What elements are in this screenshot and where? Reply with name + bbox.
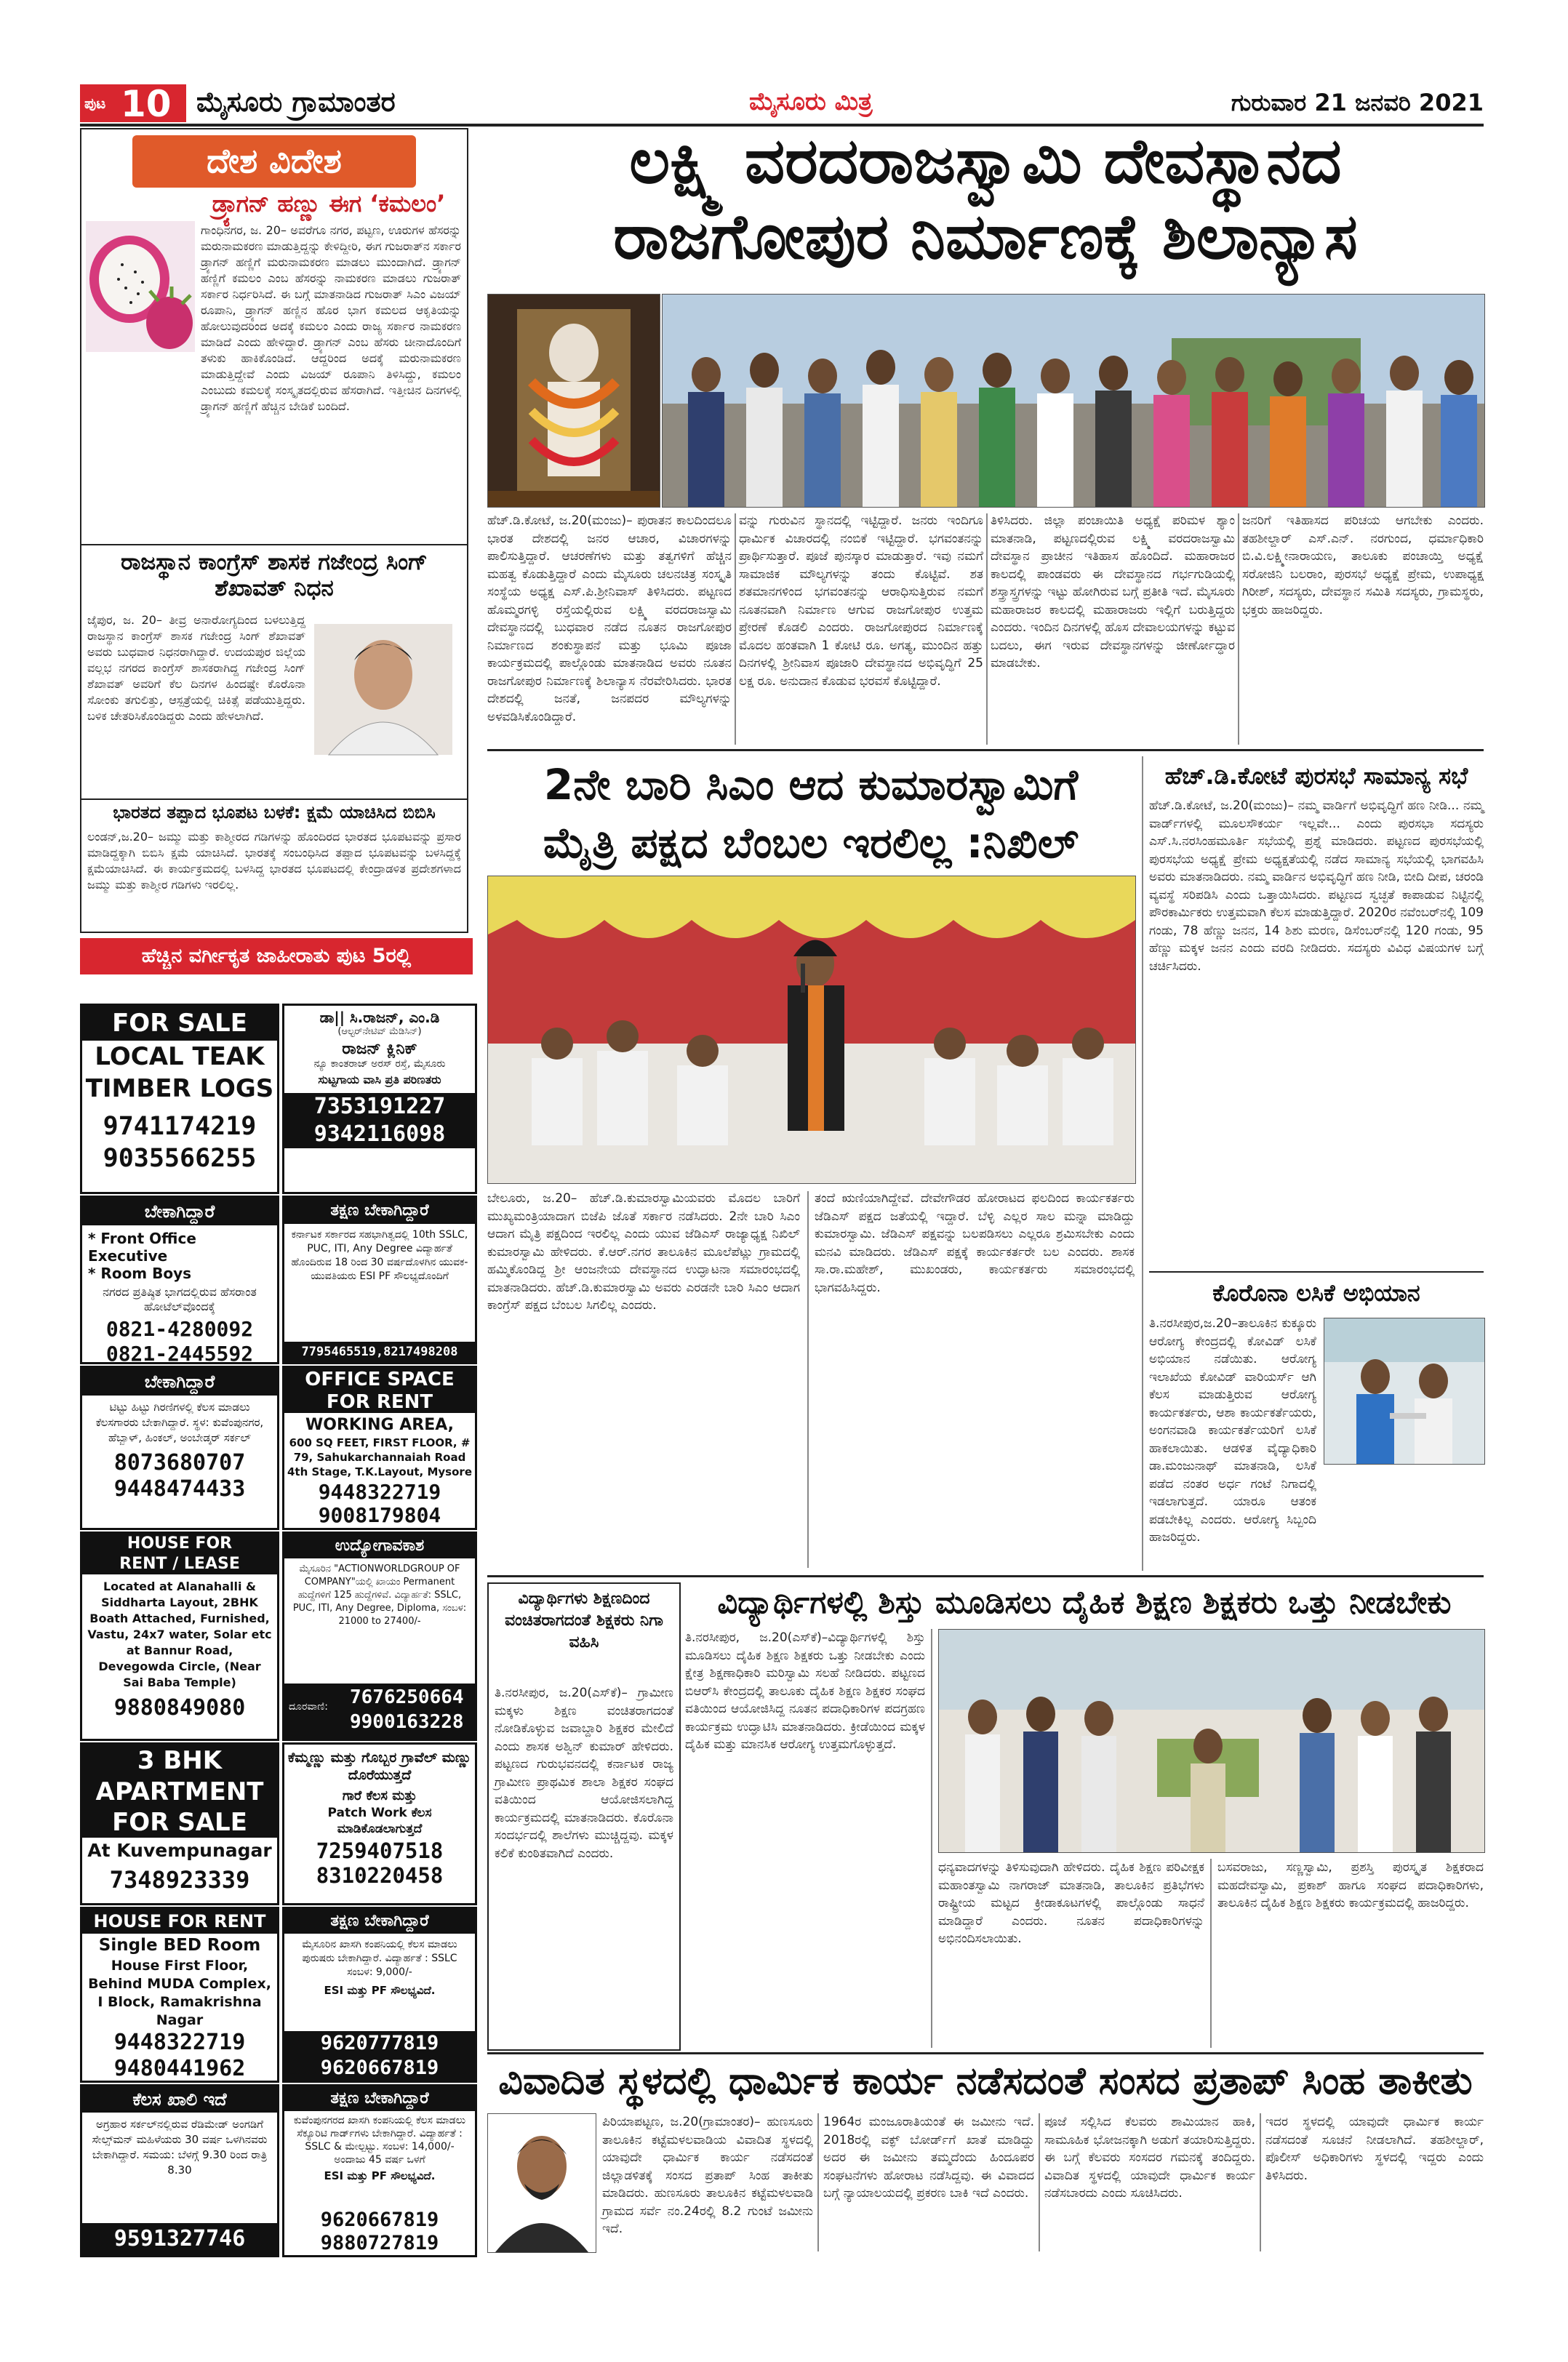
ad-line: 3 BHK: [82, 1745, 277, 1777]
pratap-col3: ಪೂಜೆ ಸಲ್ಲಿಸಿದ ಕೆಲವರು ಶಾಮಿಯಾನ ಹಾಕಿ, ಸಾಮೂಹಿಕ ಭೋಜನಕ್ಕಾಗಿ ಅಡುಗೆ ತಯಾರಿಸುತ್ತಿದ್ದರು. ಈ ಬಗ್ಗೆ ಕೆಲವರು ಸಂಸದರ ಗಮನಕ್ಕೆ ತಂದಿದ್ದರು. ವಿವಾದಿತ ಸ್ಥಳದಲ್ಲಿ ಯಾವುದೇ ಧಾರ್ಮಿಕ ಕಾರ್ಯ ನಡೆಸಬಾರದು ಎಂದು ಸೂಚಿಸಿದರು.: [1044, 2115, 1255, 2201]
pratap-photo: [487, 2113, 596, 2253]
ad-phone: 7676250664: [350, 1686, 464, 1708]
nikhil-event-photo: [487, 876, 1136, 1184]
ad-wanted-urgent-2: [282, 1907, 477, 2083]
ad-place: At Kuvempunagar: [87, 1840, 272, 1861]
teachers-main-col2: ಧನ್ಯವಾದಗಳನ್ನು ತಿಳಿಸುವುದಾಗಿ ಹೇಳಿದರು. ದೈಹಿಕ ಶಿಕ್ಷಣ ಪರಿವೀಕ್ಷಕ ಮಹಾಂತಸ್ವಾಮಿ ನಾಗರಾಜ್ ಮಾತನಾಡಿ, ತಾಲೂಕಿನ ಪ್ರತಿಭೆಗಳು ರಾಷ್ಟ್ರೀಯ ಮಟ್ಟದ ಕ್ರೀಡಾಕೂಟಗಳಲ್ಲಿ ಪಾಲ್ಗೊಂಡು ಸಾಧನೆ ಮಾಡಿದ್ದಾರೆ ಎಂದರು. ನೂತನ ಪದಾಧಿಕಾರಿಗಳನ್ನು ಅಭಿನಂದಿಸಲಾಯಿತು.: [938, 1860, 1204, 1946]
ad-head: ಬೇಕಾಗಿದ್ದಾರೆ: [82, 1198, 277, 1225]
mla-photo: [314, 624, 452, 755]
ad-line: Single BED Room: [98, 1936, 261, 1955]
ad-phone: 9448322719: [318, 1480, 441, 1504]
ad-item: * Room Boys: [88, 1265, 192, 1282]
ad-apartment-sale: [80, 1742, 279, 1905]
lead-col3: ತಿಳಿಸಿದರು. ಜಿಲ್ಲಾ ಪಂಚಾಯಿತಿ ಅಧ್ಯಕ್ಷೆ ಪರಿಮಳ ಶ್ಯಾಂ ಮಾತನಾಡಿ, ಪಟ್ಟಣದಲ್ಲಿರುವ ಲಕ್ಷ್ಮಿ ವರದರಾಜಸ್ವಾಮಿ ದೇವಸ್ಥಾನ ಪ್ರಾಚೀನ ಇತಿಹಾಸ ಹೊಂದಿದೆ. ಮಹಾರಾಜರ ಕಾಲದಲ್ಲಿ ಪಾಂಡವರು ಈ ದೇವಸ್ಥಾನದ ಗರ್ಭಗುಡಿಯಲ್ಲಿ ಶಸ್ತ್ರಾಸ್ತ್ರಗಳನ್ನು ಇಟ್ಟು ಹೋಗಿರುವ ಬಗ್ಗೆ ಪ್ರತೀತಿ ಇದೆ. ಮೈಸೂರು ಮಹಾರಾಜರ ಕಾಲದಲ್ಲಿ ಮಹಾರಾಜರು ಇಲ್ಲಿಗೆ ಬರುತ್ತಿದ್ದರು ಎಂದರು. ಇಂದಿನ ದಿನಗಳಲ್ಲಿ ಹೊಸ ದೇವಾಲಯಗಳನ್ನು ಕಟ್ಟುವ ಬದಲು, ಈಗ ಇರುವ ದೇವಸ್ಥಾನಗಳನ್ನು ಜೀರ್ಣೋದ್ಧಾರ ಮಾಡಬೇಕು.: [991, 513, 1235, 670]
issue-date: ಗುರುವಾರ 21 ಜನವರಿ 2021: [1231, 89, 1484, 116]
ad-clinic-name: ರಾಜನ್ ಕ್ಲಿನಿಕ್: [342, 1040, 417, 1058]
story2-body-tail: [87, 766, 461, 796]
dragon-fruit-image: [86, 221, 195, 352]
divider: [487, 1575, 1484, 1577]
pratap-col4: ಇದರ ಸ್ಥಳದಲ್ಲಿ ಯಾವುದೇ ಧಾರ್ಮಿಕ ಕಾರ್ಯ ನಡೆಸದಂತೆ ಸೂಚನೆ ನೀಡಲಾಗಿದೆ. ತಹಶೀಲ್ದಾರ್, ಪೊಲೀಸ್ ಅಧಿಕಾರಿಗಳು ಸ್ಥಳದಲ್ಲಿ ಇದ್ದರು ಎಂದು ತಿಳಿಸಿದರು.: [1265, 2115, 1484, 2183]
desha-videsha-box: [80, 128, 468, 933]
ad-address: 600 SQ FEET, FIRST FLOOR, # 79, Sahukarchannaiah Road 4th Stage, T.K.Layout, Mysore: [287, 1436, 472, 1478]
ad-udyogavakasha: [282, 1532, 477, 1741]
ad-job-vacancy: [80, 2084, 279, 2257]
ad-phone: 7348923339: [109, 1866, 250, 1894]
teachers-group-photo: [938, 1629, 1485, 1853]
ad-sub: ಗಾರೆ ಕೆಲಸ ಮತ್ತು: [342, 1788, 417, 1803]
column-rule: [735, 513, 736, 745]
story3-body: ಲಂಡನ್,ಜ.20– ಜಮ್ಮು ಮತ್ತು ಕಾಶ್ಮೀರದ ಗಡಿಗಳನ್ನು ಹೊಂದಿರದ ಭಾರತದ ಭೂಪಟವನ್ನು ಪ್ರಸಾರ ಮಾಡಿದ್ದಕ್ಕಾಗಿ ಬಿಬಿಸಿ ಕ್ಷಮೆ ಯಾಚಿಸಿದೆ. ಭಾರತಕ್ಕೆ ಸಂಬಂಧಿಸಿದ ತಪ್ಪಾದ ಭೂಪಟವನ್ನು ಬಳಸಿದ್ದಕ್ಕೆ ಕ್ಷಮೆಯಾಚಿಸಿದೆ. ಈ ಕಾರ್ಯಕ್ರಮದಲ್ಲಿ ಬಳಸಿದ್ದ ಭಾರತದ ಭೂಪಟದಲ್ಲಿ ಕೇಂದ್ರಾಡಳಿತ ಪ್ರದೇಶಗಳಾದ ಜಮ್ಮು ಮತ್ತು ಕಾಶ್ಮೀರ ಗಡಿಗಳು ಇರಲಿಲ್ಲ.: [87, 830, 461, 892]
nikhil-headline-1: 2ನೇ ಬಾರಿ ಸಿಎಂ ಆದ ಕುಮಾರಸ್ವಾಮಿಗೆ: [543, 760, 1079, 809]
ad-phone: 7353191227: [284, 1093, 475, 1121]
story2-headline: ರಾಜಸ್ಥಾನ ಕಾಂಗ್ರೆಸ್ ಶಾಸಕ ಗಜೇಂದ್ರ ಸಿಂಗ್ ಶೆಖಾವತ್ ನಿಧನ: [121, 549, 428, 601]
ad-house-lease: [80, 1532, 279, 1741]
ad-house-rent: [80, 1907, 279, 2083]
ad-phone: 9591327746: [82, 2223, 277, 2255]
page-number-box: [80, 83, 186, 125]
ad-phone: 0821-2445592: [105, 1342, 254, 1366]
ad-line: APARTMENT: [82, 1777, 277, 1807]
ad-item: * Front Office Executive: [88, 1230, 196, 1265]
story2-body: ಜೈಪುರ, ಜ. 20– ತೀವ್ರ ಅನಾರೋಗ್ಯದಿಂದ ಬಳಲುತ್ತಿದ್ದ ರಾಜಸ್ಥಾನ ಕಾಂಗ್ರೆಸ್ ಶಾಸಕ ಗಜೇಂದ್ರ ಸಿಂಗ್ ಶೆಖಾವತ್ ಅವರು ಬುಧವಾರ ನಿಧನರಾಗಿದ್ದಾರೆ. ಉದಯಪುರ ಜಿಲ್ಲೆಯ ವಲ್ಲಭ ನಗರದ ಕಾಂಗ್ರೆಸ್ ಶಾಸಕರಾಗಿದ್ದ ಗಜೇಂದ್ರ ಸಿಂಗ್ ಶೆಖಾವತ್ ಅವರಿಗೆ ಕೆಲ ದಿನಗಳ ಹಿಂದಷ್ಟೇ ಕೊರೊನಾ ಸೋಂಕು ತಗುಲಿತ್ತು, ಆಸ್ಪತ್ರೆಯಲ್ಲಿ ಚಿಕಿತ್ಸೆ ಪಡೆಯುತ್ತಿದ್ದರು. ಬಳಿಕ ಚೇತರಿಸಿಕೊಂಡಿದ್ದರು ಎಂದು ಹೇಳಲಾಗಿದೆ.: [87, 613, 305, 723]
nikhil-col1: ಬೇಲೂರು, ಜ.20– ಹೆಚ್.ಡಿ.ಕುಮಾರಸ್ವಾಮಿಯವರು ಮೊದಲ ಬಾರಿಗೆ ಮುಖ್ಯಮಂತ್ರಿಯಾದಾಗ ಬಿಜೆಪಿ ಜೊತೆ ಸರ್ಕಾರ ನಡೆಸಿದರು. 2ನೇ ಬಾರಿ ಸಿಎಂ ಆದಾಗ ಮೈತ್ರಿ ಪಕ್ಷದಿಂದ ಇರಲಿಲ್ಲ ಎಂದು ಯುವ ಜೆಡಿಎಸ್ ರಾಜ್ಯಾಧ್ಯಕ್ಷ ನಿಖಿಲ್ ಕುಮಾರಸ್ವಾಮಿ ಹೇಳಿದರು. ಕೆ.ಆರ್.ನಗರ ತಾಲೂಕಿನ ಮೂಲೆಪೆಟ್ಲು ಗ್ರಾಮದಲ್ಲಿ ಹಮ್ಮಿಕೊಂಡಿದ್ದ ಶ್ರೀ ಆಂಜನೇಯ ದೇವಸ್ಥಾನದ ಉದ್ಘಾಟನಾ ಸಮಾರಂಭದಲ್ಲಿ ಮಾತನಾಡಿದರು. ಹೆಚ್.ಡಿ.ಕುಮಾರಸ್ವಾಮಿ ಅವರು ಎರಡನೇ ಬಾರಿ ಸಿಎಂ ಆದಾಗ ಕಾಂಗ್ರೆಸ್ ಪಕ್ಷದ ಬೆಂಬಲ ಸಿಗಲಿಲ್ಲ ಎಂದರು.: [487, 1191, 800, 1313]
ad-body: ಮೈಸೂರಿನ ಖಾಸಗಿ ಕಂಪನಿಯಲ್ಲಿ ಕೆಲಸ ಮಾಡಲು ಪುರುಷರು ಬೇಕಾಗಿದ್ದಾರೆ. ವಿದ್ಯಾರ್ಹತೆ : SSLC ಸಂಬಳ: 9,000/-: [302, 1939, 457, 1978]
vaccine-body: ತಿ.ನರಸೀಪುರ,ಜ.20–ತಾಲೂಕಿನ ಕುಕ್ಕೂರು ಆರೋಗ್ಯ ಕೇಂದ್ರದಲ್ಲಿ ಕೋವಿಡ್ ಲಸಿಕೆ ಅಭಿಯಾನ ನಡೆಯಿತು. ಆರೋಗ್ಯ ಇಲಾಖೆಯ ಕೋವಿಡ್ ವಾರಿಯರ್ಸ್ ಆಗಿ ಕೆಲಸ ಮಾಡುತ್ತಿರುವ ಆರೋಗ್ಯ ಕಾರ್ಯಕರ್ತರು, ಆಶಾ ಕಾರ್ಯಕರ್ತೆಯರು, ಅಂಗನವಾಡಿ ಕಾರ್ಯಕರ್ತೆಯರಿಗೆ ಲಸಿಕೆ ಹಾಕಲಾಯಿತು. ಆಡಳಿತ ವೈದ್ಯಾಧಿಕಾರಿ ಡಾ.ಮಂಜುನಾಥ್ ಮಾತನಾಡಿ, ಲಸಿಕೆ ಪಡೆದ ನಂತರ ಅರ್ಧ ಗಂಟೆ ನಿಗಾದಲ್ಲಿ ಇಡಲಾಗುತ್ತದೆ. ಯಾರೂ ಆತಂಕ ಪಡಬೇಕಿಲ್ಲ ಎಂದರು. ಆರೋಗ್ಯ ಸಿಬ್ಬಂದಿ ಹಾಜರಿದ್ದರು.: [1149, 1316, 1316, 1545]
banner-title: ದೇಶ ವಿದೇಶ: [207, 141, 342, 180]
teachers-side-body: ತಿ.ನರಸೀಪುರ, ಜ.20(ಎಸ್‌ಕೆ)– ಗ್ರಾಮೀಣ ಮಕ್ಕಳು ಶಿಕ್ಷಣ ವಂಚಿತರಾಗದಂತೆ ನೋಡಿಕೊಳ್ಳುವ ಜವಾಬ್ದಾರಿ ಶಿಕ್ಷಕರ ಮೇಲಿದೆ ಎಂದು ಶಾಸಕ ಅಶ್ವಿನ್ ಕುಮಾರ್ ಹೇಳಿದರು. ಪಟ್ಟಣದ ಗುರುಭವನದಲ್ಲಿ ಕರ್ನಾಟಕ ರಾಜ್ಯ ಗ್ರಾಮೀಣ ಪ್ರಾಥಮಿಕ ಶಾಲಾ ಶಿಕ್ಷಕರ ಸಂಘದ ವತಿಯಿಂದ ಆಯೋಜಿಸಲಾಗಿದ್ದ ಕಾರ್ಯಕ್ರಮದಲ್ಲಿ ಮಾತನಾಡಿದರು. ಕೊರೊನಾ ಸಂದರ್ಭದಲ್ಲಿ ಶಾಲೆಗಳು ಮುಚ್ಚಿದ್ದವು. ಮಕ್ಕಳ ಕಲಿಕೆ ಕುಂಠಿತವಾಗಿದೆ ಎಂದರು.: [495, 1686, 673, 1861]
ad-phone: 7795465519,8217498208: [284, 1342, 475, 1362]
nikhil-headline-2: ಮೈತ್ರಿ ಪಕ್ಷದ ಬೆಂಬಲ ಇರಲಿಲ್ಲ :ನಿಖಿಲ್: [543, 818, 1079, 868]
column-rule: [931, 1629, 932, 2048]
ad-body: ಕರ್ನಾಟಕ ಸರ್ಕಾರದ ಸಹಭಾಗಿತ್ವದಲ್ಲಿ 10th SSLC, PUC, ITI, Any Degree ವಿದ್ಯಾರ್ಹತೆ ಹೊಂದಿರುವ 18 ರಿಂದ 30 ವರ್ಷದೊಳಗಿನ ಯುವಕ-ಯುವತಿಯರು ESI PF ಸೌಲಭ್ಯದೊಂದಿಗೆ: [291, 1229, 468, 1282]
ad-phone: 9008179804: [318, 1503, 441, 1527]
ad-phone: 9880849080: [113, 1695, 246, 1721]
ad-body: ಕುವೆಂಪುನಗರದ ಖಾಸಗಿ ಕಂಪನಿಯಲ್ಲಿ ಕೆಲಸ ಮಾಡಲು ಸೆಕ್ಯೂರಿಟಿ ಗಾರ್ಡ್‌ಗಳು ಬೇಕಾಗಿದ್ದಾರೆ. ವಿದ್ಯಾರ್ಹತೆ : SSLC & ಮೇಲ್ಪಟ್ಟು. ಸಂಬಳ: 14,000/- ಅಂದಾಜು 45 ವರ್ಷ ಒಳಗೆ: [293, 2115, 466, 2166]
story1-headline: ಡ್ರ್ಯಾಗನ್ ಹಣ್ಣು ಈಗ ‘ಕಮಲಂ’: [212, 190, 446, 217]
teachers-main-col3: ಬಸವರಾಜು, ಸಣ್ಣಸ್ವಾಮಿ, ಪ್ರಶಸ್ತಿ ಪುರಸ್ಕೃತ ಶಿಕ್ಷಕರಾದ ಮಹದೇವಸ್ವಾಮಿ, ಪ್ರಕಾಶ್ ಹಾಗೂ ಸಂಘದ ಪದಾಧಿಕಾರಿಗಳು, ತಾಲೂಕಿನ ದೈಹಿಕ ಶಿಕ್ಷಣ ಶಿಕ್ಷಕರು ಕಾರ್ಯಕ್ರಮದಲ್ಲಿ ಹಾಜರಿದ್ದರು.: [1217, 1860, 1484, 1910]
ad-line: FOR SALE: [82, 1807, 277, 1838]
ad-rajan-clinic: [282, 1004, 477, 1194]
ad-body: ನಗರದ ಪ್ರತಿಷ್ಠಿತ ಭಾಗದಲ್ಲಿರುವ ಹೆಸರಾಂತ ಹೋಟೆಲ್‌ವೊಂದಕ್ಕೆ: [103, 1285, 257, 1313]
lead-col1: ಹೆಚ್.ಡಿ.ಕೋಟೆ, ಜ.20(ಮಂಜು)– ಪುರಾತನ ಕಾಲದಿಂದಲೂ ಭಾರತ ದೇಶದಲ್ಲಿ ಜನರ ಆಚಾರ, ವಿಚಾರಗಳನ್ನು ಪಾಲಿಸುತ್ತಿದ್ದಾರೆ. ಆಚರಣೆಗಳು ಮತ್ತು ತತ್ವಗಳಿಗೆ ಹೆಚ್ಚಿನ ಮಹತ್ವ ಕೊಡುತ್ತಿದ್ದಾರೆ ಎಂದು ಮೈಸೂರು ಚಲನಚಿತ್ರ ಸಂಸ್ಕೃತಿ ಸಂಸ್ಥೆಯ ಅಧ್ಯಕ್ಷ ಎಸ್.ಪಿ.ಶ್ರೀನಿವಾಸ್ ತಿಳಿಸಿದರು. ಪಟ್ಟಣದ ಹೊಮ್ಮರಗಳ್ಳಿ ರಸ್ತೆಯಲ್ಲಿರುವ ಲಕ್ಷ್ಮಿ ವರದರಾಜಸ್ವಾಮಿ ದೇವಸ್ಥಾನದಲ್ಲಿ ಬುಧವಾರ ನಡೆದ ನೂತನ ರಾಜಗೋಪುರ ನಿರ್ಮಾಣದ ಶಂಕುಸ್ಥಾಪನೆ ಮತ್ತು ಭೂಮಿ ಪೂಜಾ ಕಾರ್ಯಕ್ರಮದಲ್ಲಿ ಪಾಲ್ಗೊಂಡು ಮಾತನಾಡಿದ ಅವರು ನೂತನ ರಾಜಗೋಪುರ ನಿರ್ಮಾಣಕ್ಕೆ ಶಿಲಾನ್ಯಾಸ ನೆರವೇರಿಸಿದರು. ಭಾರತ ದೇಶದಲ್ಲಿ ಜನತೆ, ಜನಪದರ ಮೌಲ್ಯಗಳನ್ನು ಅಳವಡಿಸಿಕೊಂಡಿದ್ದಾರೆ.: [487, 513, 732, 724]
divider: [81, 544, 467, 545]
ad-head: ತಕ್ಷಣ ಬೇಕಾಗಿದ್ದಾರೆ: [284, 1198, 475, 1224]
ad-phone: 0821-4280092: [105, 1317, 254, 1341]
vaccine-headline: ಕೊರೊನಾ ಲಸಿಕೆ ಅಭಿಯಾನ: [1212, 1279, 1420, 1307]
ad-esi: ESI ಮತ್ತು PF ಸೌಲಭ್ಯವಿದೆ.: [324, 1984, 436, 1997]
divider: [81, 798, 467, 800]
ad-body: Located at Alanahalli & Siddharta Layout, 2BHK Boath Attached, Furnished, Vastu, 24x7 water, Solar etc at Bannur Road, Devegowda Circle, (Near Sai Baba Temple): [87, 1580, 272, 1689]
ad-phone-label: ದೂರವಾಣಿ:: [289, 1701, 328, 1713]
ad-phone: 9900163228: [350, 1711, 464, 1733]
page-label: ಪುಟ: [84, 95, 106, 112]
ad-phone: 9035566255: [103, 1144, 257, 1173]
column-rule: [807, 1191, 809, 1568]
ad-phone: 9620667819: [284, 2056, 475, 2081]
pratap-col2: 1964ರ ಮಂಜೂರಾತಿಯಂತೆ ಈ ಜಮೀನು ಇದೆ. 2018ರಲ್ಲಿ ವಕ್ಫ್ ಬೋರ್ಡ್‌ಗೆ ಖಾತೆ ಮಾಡಿದ್ದು ಅದರ ಈ ಜಮೀನು ತಮ್ಮದೆಂದು ಹಿಂದೂಪರ ಸಂಘಟನೆಗಳು ಹೋರಾಟ ನಡೆಸಿದ್ದವು. ಈ ವಿವಾದದ ಬಗ್ಗೆ ನ್ಯಾಯಾಲಯದಲ್ಲಿ ಪ್ರಕರಣ ಬಾಕಿ ಇದೆ ಎಂದರು.: [823, 2115, 1034, 2201]
classified-header-text: ಹೆಚ್ಚಿನ ವರ್ಗೀಕೃತ ಜಾಹೀರಾತು ಪುಟ 5ರಲ್ಲಿ: [141, 945, 412, 967]
lead-headline-1: ಲಕ್ಷ್ಮಿ ವರದರಾಜಸ್ವಾಮಿ ದೇವಸ್ಥಾನದ: [629, 125, 1342, 198]
ad-gravel: [282, 1742, 477, 1905]
ad-address: ನ್ಯೂ ಕಾಂತರಾಜ್ ಅರಸ್ ರಸ್ತೆ, ಮೈಸೂರು: [313, 1058, 446, 1070]
ad-wanted-flour-mill: [80, 1366, 279, 1530]
ad-teak-for-sale: [80, 1004, 279, 1194]
column-rule: [1142, 756, 1143, 1571]
desha-videsha-banner: [132, 135, 416, 188]
ad-phone-block: [284, 1684, 475, 1739]
ad-head: ತಕ್ಷಣ ಬೇಕಾಗಿದ್ದಾರೆ: [284, 1909, 475, 1934]
ad-office-space: [282, 1366, 477, 1530]
ad-phone: 7259407518: [316, 1838, 444, 1863]
ad-phone: 9620777819: [284, 2031, 475, 2056]
ad-line: RENT / LEASE: [82, 1554, 277, 1574]
ad-line: TIMBER LOGS: [85, 1074, 274, 1103]
ad-head: ಉದ್ಯೋಗಾವಕಾಶ: [284, 1534, 475, 1558]
municipal-headline: ಹೆಚ್.ಡಿ.ಕೋಟೆ ಪುರಸಭೆ ಸಾಮಾನ್ಯ ಸಭೆ: [1164, 762, 1468, 790]
teachers-side-headline: ವಿದ್ಯಾರ್ಥಿಗಳು ಶಿಕ್ಷಣದಿಂದ ವಂಚಿತರಾಗದಂತೆ ಶಿಕ್ಷಕರು ನಿಗಾ ವಹಿಸಿ: [505, 1590, 663, 1652]
teachers-side-box: [487, 1582, 681, 2051]
nikhil-col2: ತಂದೆ ಋಣಿಯಾಗಿದ್ದೇವೆ. ದೇವೇಗೌಡರ ಹೋರಾಟದ ಫಲದಿಂದ ಕಾರ್ಯಕರ್ತರು ಜೆಡಿಎಸ್ ಪಕ್ಷದ ಜತೆಯಲ್ಲಿ ಇದ್ದಾರೆ. ಬೆಳ್ಳಿ ಎಲ್ಲರ ಸಾಲ ಮನ್ನಾ ಮಾಡಿದ್ದು ಕುಮಾರಸ್ವಾಮಿ. ಜೆಡಿಎಸ್ ಪಕ್ಷವನ್ನು ಬಲಪಡಿಸಲು ಎಲ್ಲರೂ ಶ್ರಮಿಸಬೇಕು ಎಂದು ಮನವಿ ಮಾಡಿದರು. ಜೆಡಿಎಸ್ ಪಕ್ಷಕ್ಕೆ ಕಾರ್ಯಕರ್ತರೇ ಬಲ ಎಂದರು. ಶಾಸಕ ಸಾ.ರಾ.ಮಹೇಶ್, ಮುಖಂಡರು, ಕಾರ್ಯಕರ್ತರು ಸಮಾರಂಭದಲ್ಲಿ ಭಾಗವಹಿಸಿದ್ದರು.: [815, 1191, 1135, 1295]
ad-note: ಸುಟ್ಟಗಾಯ ವಾಸಿ ಪ್ರತಿ ಪರಿಣತರು: [318, 1073, 441, 1086]
column-rule: [1210, 1859, 1212, 2048]
pratap-headline: ವಿವಾದಿತ ಸ್ಥಳದಲ್ಲಿ ಧಾರ್ಮಿಕ ಕಾರ್ಯ ನಡೆಸದಂತೆ ಸಂಸದ ಪ್ರತಾಪ್ ಸಿಂಹ ತಾಕೀತು: [498, 2059, 1473, 2103]
ad-wanted-urgent-3: [282, 2084, 477, 2257]
ad-body: ಟಿಟ್ಟು ಹಿಟ್ಟು ಗಿರಣಿಗಳಲ್ಲಿ ಕೆಲಸ ಮಾಡಲು ಕೆಲಸಗಾರರು ಬೇಕಾಗಿದ್ದಾರೆ. ಸ್ಥಳ: ಕುವೆಂಪುನಗರ, ಹೆಬ್ಬಾಳ್, ಹಿಂಕಲ್, ಅಂಬೇಡ್ಕರ್ ಸರ್ಕಲ್: [95, 1401, 264, 1444]
ad-body: ಅಗ್ರಹಾರ ಸರ್ಕಲ್‌ನಲ್ಲಿರುವ ರೆಡಿಮೇಡ್ ಅಂಗಡಿಗೆ ಸೇಲ್ಸ್‌ಮನ್ ಮಹಿಳೆಯರು 30 ವರ್ಷ ಒಳಗಿನವರು ಬೇಕಾಗಿದ್ದಾರೆ. ಸಮಯ: ಬೆಳಗ್ಗೆ 9.30 ರಿಂದ ರಾತ್ರಿ 8.30: [92, 2118, 268, 2177]
ad-phone: 9448322719: [113, 2030, 246, 2055]
ad-phone: 8310220458: [316, 1863, 444, 1888]
ad-esi: ESI ಮತ್ತು PF ಸೌಲಭ್ಯವಿದೆ.: [324, 2169, 436, 2182]
column-rule: [1260, 2113, 1261, 2251]
ad-work: Patch Work ಕೆಲಸ ಮಾಡಿಕೊಡಲಾಗುತ್ತದೆ: [327, 1806, 432, 1836]
divider: [1149, 1271, 1484, 1273]
ad-head: ಬೇಕಾಗಿದ್ದಾರೆ: [82, 1368, 277, 1396]
deity-photo: [487, 294, 660, 508]
ad-line: LOCAL TEAK: [95, 1042, 265, 1071]
ad-wanted-hotel: [80, 1196, 279, 1364]
page-number: 10: [121, 83, 172, 125]
ad-phone: 9448474433: [113, 1476, 246, 1502]
ad-body: House First Floor, Behind MUDA Complex, I Block, Ramakrishna Nagar: [88, 1958, 271, 2028]
municipal-body: ಹೆಚ್.ಡಿ.ಕೋಟೆ, ಜ.20(ಮಂಜು)– ನಮ್ಮ ವಾರ್ಡಿಗೆ ಅಭಿವೃದ್ಧಿಗೆ ಹಣ ನೀಡಿ... ನಮ್ಮ ವಾರ್ಡ್‌ಗಳಲ್ಲಿ ಮೂಲಸೌಕರ್ಯ ಇಲ್ಲವೇ... ಎಂದು ಪುರಸಭಾ ಸದಸ್ಯರು ಎಸ್.ಸಿ.ನರಸಿಂಹಮೂರ್ತಿ ಸಭೆಯಲ್ಲಿ ಪ್ರಶ್ನೆ ಮಾಡಿದರು. ಪಟ್ಟಣದ ಪುರಸಭೆಯಲ್ಲಿ ಪುರಸಭೆಯ ಅಧ್ಯಕ್ಷೆ ಪ್ರೇಮ ಅಧ್ಯಕ್ಷತೆಯಲ್ಲಿ ನಡೆದ ಸಾಮಾನ್ಯ ಸಭೆಯಲ್ಲಿ ಭಾಗವಹಿಸಿ ಅವರು ಮಾತನಾಡಿದರು. ನಮ್ಮ ವಾರ್ಡಿನ ಅಭಿವೃದ್ಧಿಗೆ ಹಣ ನೀಡಿ, ಬೀದಿ ದೀಪ, ಚರಂಡಿ ವ್ಯವಸ್ಥೆ ಸರಿಪಡಿಸಿ ಎಂದು ಒತ್ತಾಯಿಸಿದರು. ಪಟ್ಟಣದ ಸ್ವಚ್ಛತೆ ಕಾಪಾಡುವ ನಿಟ್ಟಿನಲ್ಲಿ ಪೌರಕಾರ್ಮಿಕರು ಉತ್ತಮವಾಗಿ ಕೆಲಸ ಮಾಡುತ್ತಿದ್ದಾರೆ. 2020ರ ನವೆಂಬರ್‌ನಲ್ಲಿ 109 ಗಂಡು, 78 ಹೆಣ್ಣು ಜನನ, 14 ಶಿಶು ಮರಣ, ಡಿಸೆಂಬರ್‌ನಲ್ಲಿ 120 ಗಂಡು, 95 ಹೆಣ್ಣು ಮಕ್ಕಳ ಜನನ ಎಂದು ವರದಿ ನೀಡಿದರು. ಸದಸ್ಯರು ವಿವಿಧ ವಿಷಯಗಳ ಬಗ್ಗೆ ಚರ್ಚಿಸಿದರು.: [1149, 798, 1484, 974]
ad-phone: 9741174219: [103, 1112, 257, 1141]
classified-header: [80, 938, 473, 974]
lead-col4: ಜನರಿಗೆ ಇತಿಹಾಸದ ಪರಿಚಯ ಆಗಬೇಕು ಎಂದರು. ತಹಶೀಲ್ದಾರ್ ಎಸ್.ಎನ್. ನರಗುಂದ, ಧರ್ಮಾಧಿಕಾರಿ ಬಿ.ವಿ.ಲಕ್ಷ್ಮೀನಾರಾಯಣ, ತಾಲೂಕು ಪಂಚಾಯ್ತಿ ಅಧ್ಯಕ್ಷೆ ಸರೋಜಿನಿ ಬಲರಾಂ, ಪುರಸಭೆ ಅಧ್ಯಕ್ಷೆ ಪ್ರೇಮ, ಉಪಾಧ್ಯಕ್ಷ ಗಿರೀಶ್, ಸದಸ್ಯರು, ದೇವಸ್ಥಾನ ಸಮಿತಿ ಸದಸ್ಯರು, ಗ್ರಾಮಸ್ಥರು, ಭಕ್ತರು ಹಾಜರಿದ್ದರು.: [1242, 513, 1484, 617]
vaccine-photo: [1324, 1318, 1485, 1465]
story3-headline: ಭಾರತದ ತಪ್ಪಾದ ಭೂಪಟ ಬಳಕೆ: ಕ್ಷಮೆ ಯಾಚಿಸಿದ ಬಿಬಿಸಿ: [113, 802, 436, 822]
ad-head: ಕೆಲಸ ಖಾಲಿ ಇದೆ: [82, 2086, 277, 2113]
lead-headline-2: ರಾಜಗೋಪುರ ನಿರ್ಮಾಣಕ್ಕೆ ಶಿಲಾನ್ಯಾಸ: [613, 201, 1358, 273]
ad-head: ತಕ್ಷಣ ಬೇಕಾಗಿದ್ದಾರೆ: [284, 2086, 475, 2111]
ad-phone: 8073680707: [113, 1450, 246, 1476]
ad-line: WORKING AREA,: [305, 1416, 455, 1434]
temple-ceremony-photo: [662, 294, 1485, 508]
ad-spec: (ಆಲ್ಟರ್‌ನೇಟಿವ್ ಮೆಡಿಸಿನ್): [337, 1026, 422, 1037]
divider: [487, 2052, 1484, 2054]
divider: [487, 749, 1484, 751]
story1-body-a: ಗಾಂಧಿನಗರ, ಜ. 20– ಅವರೆಗೂ ನಗರ, ಪಟ್ಟಣ, ಊರುಗಳ ಹೆಸರನ್ನು ಮರುನಾಮಕರಣ ಮಾಡುತ್ತಿದ್ದನ್ನು ಕೇಳಿದ್ದೀರಿ, ಈಗ ಗುಜರಾತ್‌ನ ಸರ್ಕಾರ ಡ್ರ್ಯಾಗನ್ ಹಣ್ಣಿಗೆ ಮರುನಾಮಕರಣ ಮಾಡಲು ಮುಂದಾಗಿದೆ. ಡ್ರ್ಯಾಗನ್ ಹಣ್ಣಿಗೆ ಕಮಲಂ ಎಂಬ ಹೆಸರನ್ನು ನಾಮಕರಣ ಮಾಡಲು ಗುಜರಾತ್ ಸರ್ಕಾರ ನಿರ್ಧರಿಸಿದೆ. ಈ ಬಗ್ಗೆ ಮಾತನಾಡಿದ ಗುಜರಾತ್ ಸಿಎಂ ವಿಜಯ್ ರೂಪಾನಿ, ಡ್ರ್ಯಾಗನ್ ಹಣ್ಣಿನ ಹೊರ ಭಾಗ ಕಮಲದ ಆಕೃತಿಯನ್ನು ಹೋಲುವುದರಿಂದ ಅದಕ್ಕೆ ಕಮಲಂ ಎಂದು ರಾಜ್ಯ ಸರ್ಕಾರ ನಾಮಕರಣ ಮಾಡಿದೆ ಎಂದು ಹೇಳಿದ್ದಾರೆ. ಡ್ರ್ಯಾಗನ್ ಎಂಬ ಹೆಸರು ಚೀನಾದೊಂದಿಗೆ ತಳುಕು ಹಾಕಿಕೊಂಡಿದೆ. ಆದ್ದರಿಂದ ಅದಕ್ಕೆ ಮರುನಾಮಕರಣ ಮಾಡುತ್ತಿದ್ದೇವೆ ಎಂದು ವಿಜಯ್ ರೂಪಾನಿ ತಿಳಿಸಿದ್ದು, ಕಮಲಂ ಎಂಬುದು ಕಮಲಕ್ಕೆ ಸಂಸ್ಕೃತದಲ್ಲಿರುವ ಹೆಸರಾಗಿದೆ. ಇತ್ತೀಚಿನ ದಿನಗಳಲ್ಲಿ ಡ್ರ್ಯಾಗನ್ ಹಣ್ಣಿಗೆ ಹೆಚ್ಚಿನ ಬೇಡಿಕೆ ಬಂದಿದೆ.: [201, 223, 461, 413]
ad-head: ಕೆಮ್ಮಣ್ಣು ಮತ್ತು ಗೊಬ್ಬರ ಗ್ರಾವೆಲ್ ಮಣ್ಣು ದೊರೆಯುತ್ತದೆ: [287, 1750, 472, 1783]
ad-doctor: ಡಾ|| ಸಿ.ರಾಜನ್, ಎಂ.ಡಿ: [319, 1009, 440, 1026]
ad-line: HOUSE FOR RENT: [82, 1909, 277, 1934]
section-name: ಮೈಸೂರು ಗ್ರಾಮಾಂತರ: [196, 86, 396, 118]
ad-phone: 9620667819: [320, 2209, 439, 2231]
ad-wanted-urgent-1: [282, 1196, 477, 1364]
ad-line: FOR SALE: [82, 1006, 277, 1041]
column-rule: [986, 513, 988, 745]
ad-line: OFFICE SPACE: [284, 1368, 475, 1391]
ad-phone: 9880727819: [320, 2232, 439, 2254]
ad-line: FOR RENT: [284, 1391, 475, 1413]
lead-col2: ವನ್ನು ಗುರುವಿನ ಸ್ಥಾನದಲ್ಲಿ ಇಟ್ಟಿದ್ದಾರೆ. ಜನರು ಇಂದಿಗೂ ಧಾರ್ಮಿಕ ವಿಚಾರದಲ್ಲಿ ನಂಬಿಕೆ ಇಟ್ಟಿದ್ದಾರೆ. ಭಗವಂತನನ್ನು ಪ್ರಾರ್ಥಿಸುತ್ತಾರೆ. ಪೂಜೆ ಪುನಸ್ಕಾರ ಮಾಡುತ್ತಾರೆ. ಇವು ನಮಗೆ ಸಾಮಾಜಿಕ ಮೌಲ್ಯಗಳನ್ನು ತಂದು ಕೊಟ್ಟಿವೆ. ಶತ ಶತಮಾನಗಳಿಂದ ಭಗವಂತನನ್ನು ಆರಾಧಿಸುತ್ತಿರುವ ನಮಗೆ ನೂತನವಾಗಿ ನಿರ್ಮಾಣ ಆಗುವ ರಾಜಗೋಪುರ ಉತ್ತಮ ಪ್ರೇರಣೆ ಕೊಡಲಿ ಎಂದರು. ರಾಜಗೋಪುರದ ನಿರ್ಮಾಣಕ್ಕೆ ಮೊದಲ ಹಂತವಾಗಿ 1 ಕೋಟಿ ರೂ. ಅಗತ್ಯ, ಮುಂದಿನ ಹತ್ತು ದಿನಗಳಲ್ಲಿ ಶ್ರೀನಿವಾಸ ಪೂಜಾರಿ ದೇವಸ್ಥಾನದ ಅಭಿವೃದ್ಧಿಗೆ 25 ಲಕ್ಷ ರೂ. ಅನುದಾನ ಕೊಡುವ ಭರವಸೆ ಕೊಟ್ಟಿದ್ದಾರೆ.: [739, 513, 983, 689]
ad-phone: 9342116098: [284, 1121, 475, 1148]
masthead: ಮೈಸೂರು ಮಿತ್ರ: [749, 87, 873, 116]
ad-line: HOUSE FOR: [82, 1534, 277, 1554]
teachers-main-col1: ತಿ.ನರಸೀಪುರ, ಜ.20(ಎಸ್‌ಕೆ)–ವಿದ್ಯಾರ್ಥಿಗಳಲ್ಲಿ ಶಿಸ್ತು ಮೂಡಿಸಲು ದೈಹಿಕ ಶಿಕ್ಷಣ ಶಿಕ್ಷಕರು ಒತ್ತು ನೀಡಬೇಕು ಎಂದು ಕ್ಷೇತ್ರ ಶಿಕ್ಷಣಾಧಿಕಾರಿ ಮರಿಸ್ವಾಮಿ ಸಲಹೆ ನೀಡಿದರು. ಪಟ್ಟಣದ ಬಿಆರ್‌ಸಿ ಕೇಂದ್ರದಲ್ಲಿ ತಾಲೂಕು ದೈಹಿಕ ಶಿಕ್ಷಣ ಶಿಕ್ಷಕರ ಸಂಘದ ವತಿಯಿಂದ ಆಯೋಜಿಸಿದ್ದ ನೂತನ ಪದಾಧಿಕಾರಿಗಳ ಪದಗ್ರಹಣ ಕಾರ್ಯಕ್ರಮ ಉದ್ಘಾಟಿಸಿ ಮಾತನಾಡಿದರು. ಕ್ರೀಡೆಯಿಂದ ಮಕ್ಕಳ ದೈಹಿಕ ಮತ್ತು ಮಾನಸಿಕ ಆರೋಗ್ಯ ಉತ್ತಮಗೊಳ್ಳುತ್ತದೆ.: [685, 1630, 925, 1752]
column-rule: [1039, 2113, 1040, 2251]
column-rule: [1238, 513, 1239, 745]
pratap-col1: ಪಿರಿಯಾಪಟ್ಟಣ, ಜ.20(ಗ್ರಾಮಾಂತರ)– ಹುಣಸೂರು ತಾಲೂಕಿನ ಕಟ್ಟೆಮಳಲವಾಡಿಯ ವಿವಾದಿತ ಸ್ಥಳದಲ್ಲಿ ಯಾವುದೇ ಧಾರ್ಮಿಕ ಕಾರ್ಯ ನಡೆಸದಂತೆ ಜಿಲ್ಲಾಡಳಿತಕ್ಕೆ ಸಂಸದ ಪ್ರತಾಪ್ ಸಿಂಹ ತಾಕೀತು ಮಾಡಿದರು. ಹುಣಸೂರು ತಾಲೂಕಿನ ಕಟ್ಟೆಮಳಲವಾಡಿ ಗ್ರಾಮದ ಸರ್ವೆ ನಂ.24ರಲ್ಲಿ 8.2 ಗುಂಟೆ ಜಮೀನು ಇದೆ.: [602, 2115, 813, 2236]
teachers-main-headline: ವಿದ್ಯಾರ್ಥಿಗಳಲ್ಲಿ ಶಿಸ್ತು ಮೂಡಿಸಲು ದೈಹಿಕ ಶಿಕ್ಷಣ ಶಿಕ್ಷಕರು ಒತ್ತು ನೀಡಬೇಕು: [717, 1585, 1452, 1621]
ad-body: ಮೈಸೂರಿನ "ACTIONWORLDGROUP OF COMPANY"ಯಲ್ಲಿ ಖಾಯಂ Permanent ಹುದ್ದೆಗಳಿಗೆ 125 ಹುದ್ದೆಗಳಿವೆ. ವಿದ್ಯಾರ್ಹತೆ: SSLC, PUC, ITI, Any Degree, Diploma, ಸಂಬಳ: 21000 to 27400/-: [292, 1564, 467, 1627]
column-rule: [817, 2113, 819, 2251]
story1-body-b: [87, 356, 461, 541]
ad-phone: 9480441962: [113, 2056, 246, 2081]
folio-bar: [80, 81, 1484, 127]
